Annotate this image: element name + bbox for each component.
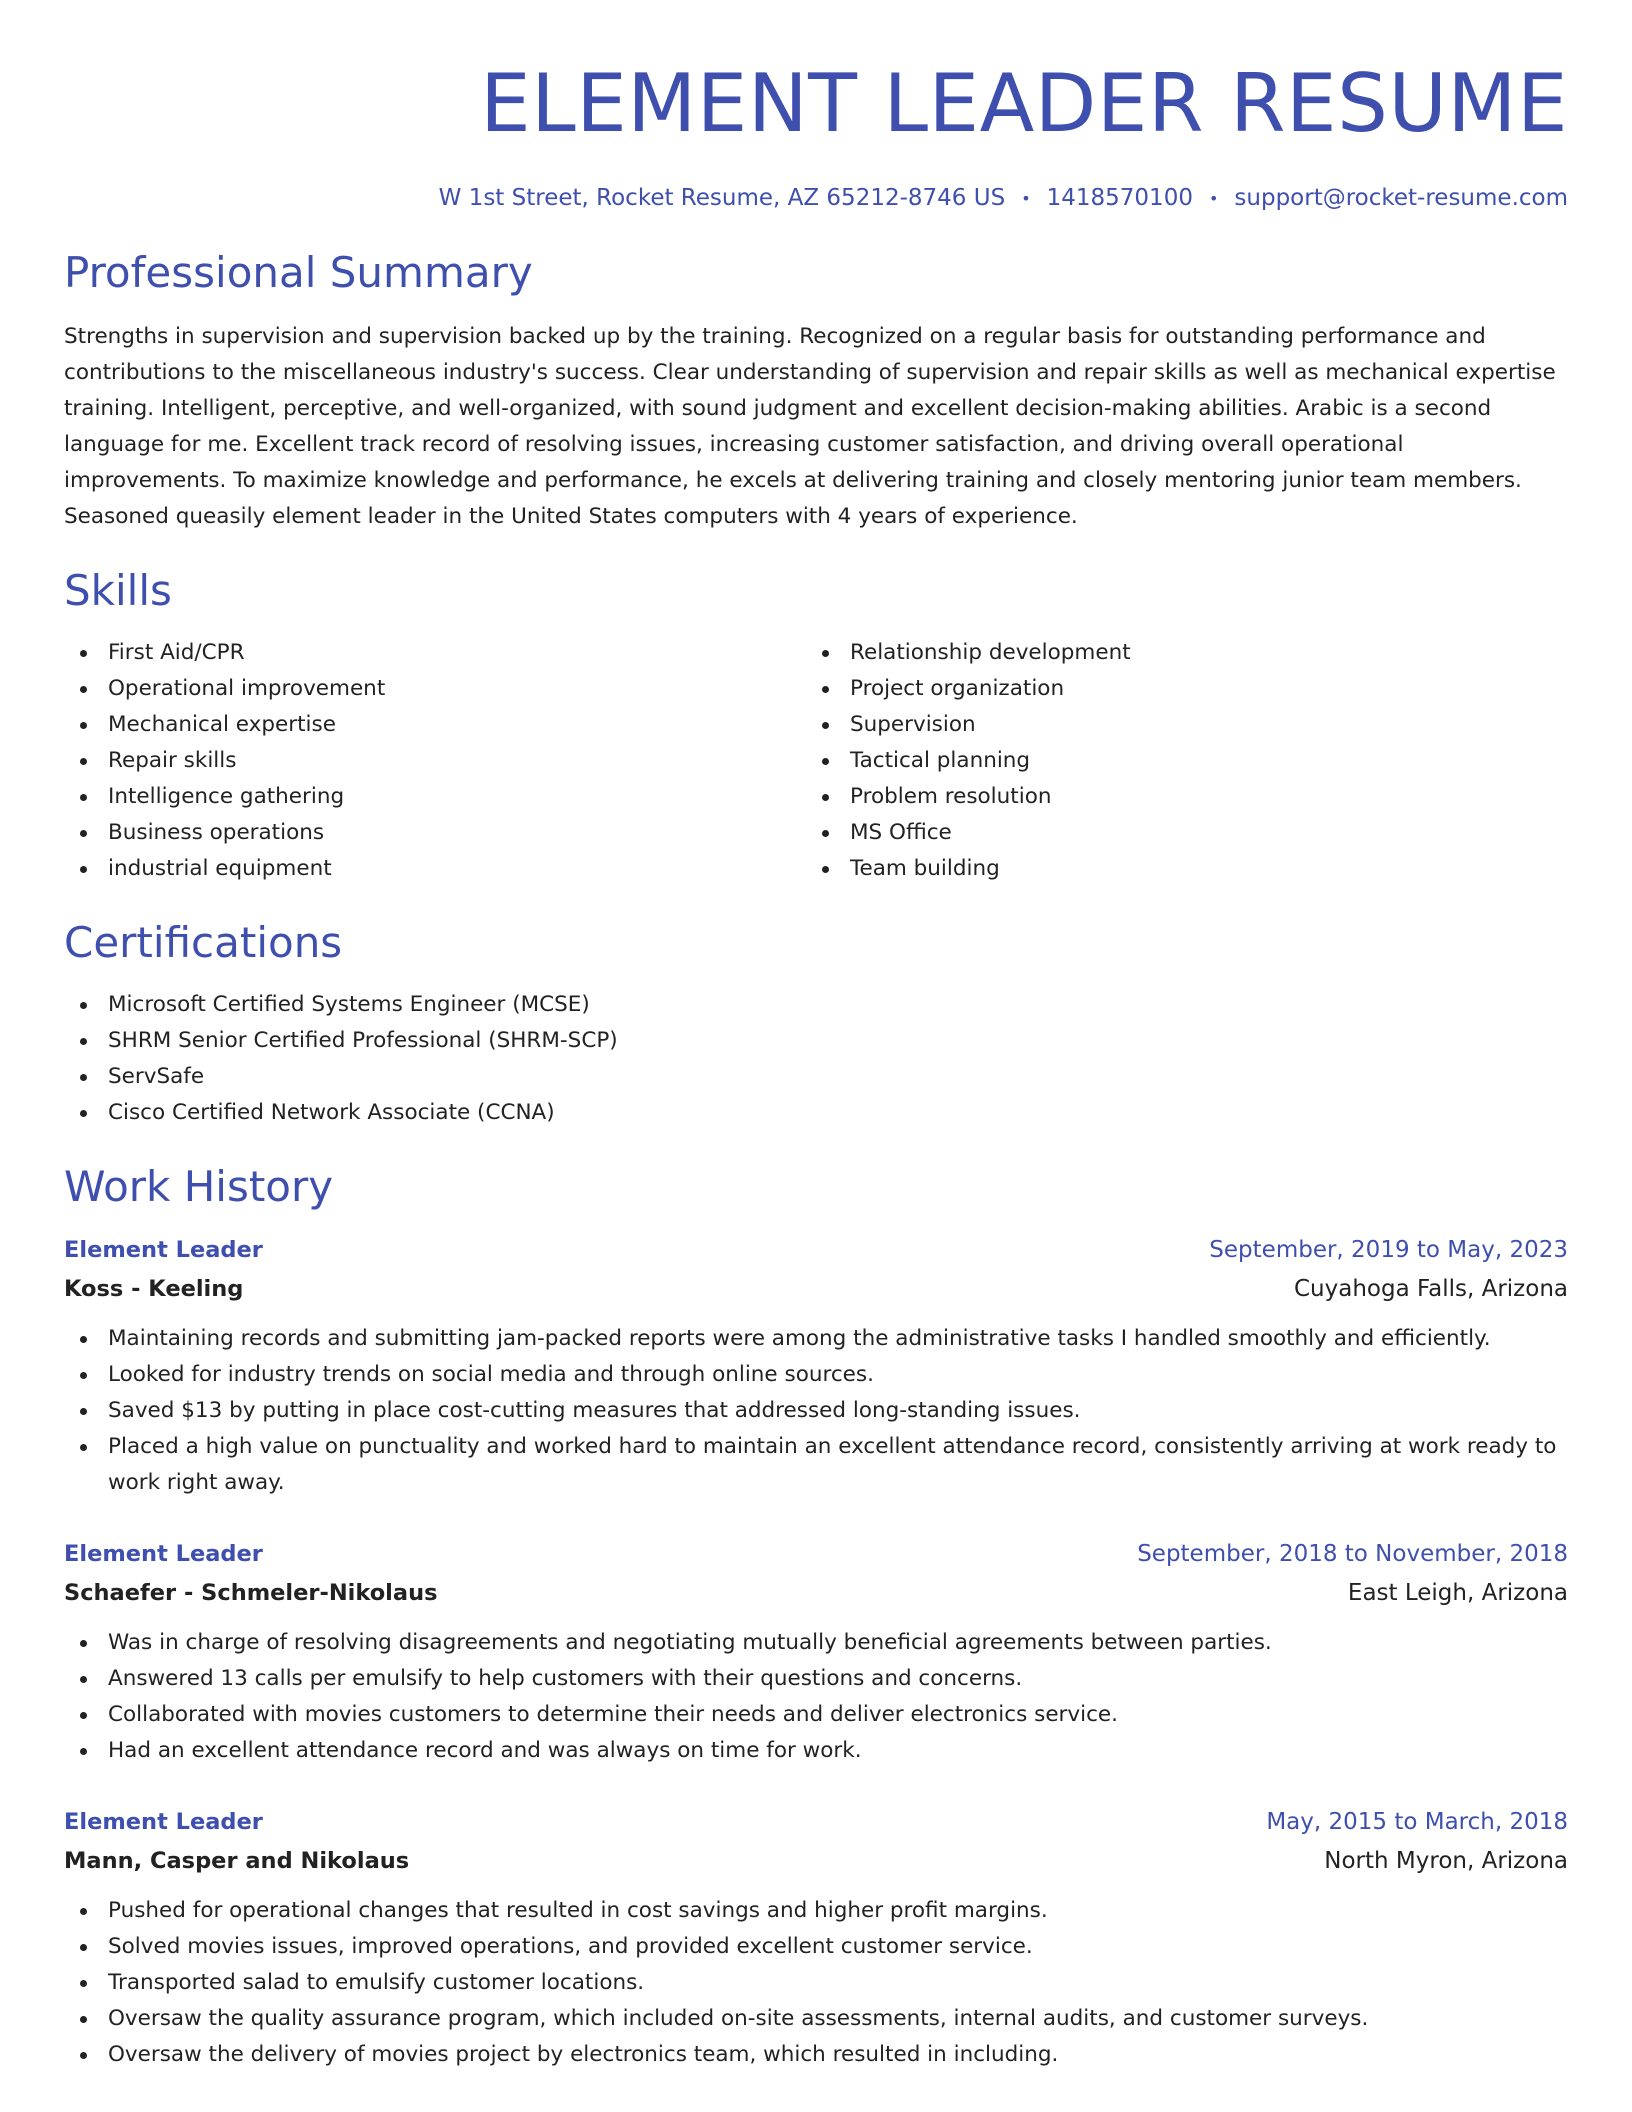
- skill-item: Team building: [806, 851, 1548, 887]
- job-dates: September, 2019 to May, 2023: [1209, 1236, 1568, 1263]
- summary-title: Professional Summary: [64, 247, 533, 297]
- job-bullet: Pushed for operational changes that resulted in cost savings and higher profit margins.: [64, 1893, 1568, 1929]
- job-bullet: Solved movies issues, improved operations, and provided excellent customer service.: [64, 1929, 1568, 1965]
- job-bullet: Transported salad to emulsify customer locations.: [64, 1965, 1568, 2001]
- contact-separator: •: [1208, 188, 1219, 208]
- skill-item: Tactical planning: [806, 743, 1548, 779]
- certification-item: Cisco Certified Network Associate (CCNA): [64, 1095, 1568, 1131]
- job-bullets: [64, 1321, 1568, 1501]
- job-title: Element Leader: [64, 1808, 263, 1835]
- job-bullet: Oversaw the quality assurance program, which included on-site assessments, internal audits, and customer surveys.: [64, 2001, 1568, 2037]
- skills-left-list: [64, 635, 806, 887]
- contact-address: W 1st Street, Rocket Resume, AZ 65212-8746 US: [438, 185, 1006, 211]
- skills-right-list: [806, 635, 1548, 887]
- work-history-title: Work History: [64, 1161, 334, 1211]
- job-title: Element Leader: [64, 1540, 263, 1567]
- job-company: Koss - Keeling: [64, 1275, 244, 1302]
- job-company-row: [64, 1573, 1568, 1613]
- job-dates: May, 2015 to March, 2018: [1266, 1808, 1568, 1835]
- job-bullet: Collaborated with movies customers to determine their needs and deliver electronics service.: [64, 1697, 1568, 1733]
- skills-section: [64, 563, 1568, 887]
- resume-page: [64, 0, 1568, 2112]
- skill-item: Relationship development: [806, 635, 1548, 671]
- job-dates: September, 2018 to November, 2018: [1137, 1540, 1568, 1567]
- skill-item: Mechanical expertise: [64, 707, 806, 743]
- job-bullet: Oversaw the delivery of movies project by electronics team, which resulted in including.: [64, 2037, 1568, 2073]
- skill-item: Repair skills: [64, 743, 806, 779]
- skill-item: industrial equipment: [64, 851, 806, 887]
- certification-item: ServSafe: [64, 1059, 1568, 1095]
- job-company-row: [64, 1269, 1568, 1309]
- skill-item: Supervision: [806, 707, 1548, 743]
- job-bullet: Looked for industry trends on social media and through online sources.: [64, 1357, 1568, 1393]
- resume-header: [64, 56, 1568, 215]
- job-header-row: [64, 1535, 1568, 1573]
- job-bullet: Answered 13 calls per emulsify to help customers with their questions and concerns.: [64, 1661, 1568, 1697]
- job-bullets: [64, 1625, 1568, 1769]
- job-bullet: Saved $13 by putting in place cost-cutting measures that addressed long-standing issues.: [64, 1393, 1568, 1429]
- skill-item: Project organization: [806, 671, 1548, 707]
- skill-item: First Aid/CPR: [64, 635, 806, 671]
- job-company-row: [64, 1841, 1568, 1881]
- skills-grid: [64, 635, 1568, 887]
- job-title: Element Leader: [64, 1236, 263, 1263]
- skills-title: Skills: [64, 565, 172, 615]
- certifications-list: [64, 987, 1568, 1131]
- resume-name: ELEMENT LEADER RESUME: [480, 57, 1568, 150]
- certification-item: Microsoft Certified Systems Engineer (MCSE): [64, 987, 1568, 1023]
- contact-line: [64, 182, 1568, 215]
- job-location: North Myron, Arizona: [1324, 1847, 1568, 1874]
- job-entry: [64, 1803, 1568, 2073]
- contact-separator: •: [1021, 188, 1031, 208]
- job-bullet: Was in charge of resolving disagreements and negotiating mutually beneficial agreements between parties.: [64, 1625, 1568, 1661]
- job-bullets: [64, 1893, 1568, 2073]
- job-company: Schaefer - Schmeler-Nikolaus: [64, 1579, 438, 1606]
- job-bullet: Maintaining records and submitting jam-packed reports were among the administrative tasks I handled smoothly and efficiently.: [64, 1321, 1568, 1357]
- summary-text: Strengths in supervision and supervision backed up by the training. Recognized on a regular basis for outstanding performance and contributions to the miscellaneous industry's success. Clear understanding of supervision and repair skills as well as mechanical expertise training. Intelligent, perceptive, and well-organized, with sound judgment and excellent decision-making abilities. Arabic is a second language for me. Excellent track record of resolving issues, increasing customer satisfaction, and driving overall operational improvements. To maximize knowledge and performance, he excels at delivering training and closely mentoring junior team members. Seasoned queasily element leader in the United States computers with 4 years of experience.: [64, 323, 1556, 529]
- job-header-row: [64, 1803, 1568, 1841]
- job-entry: [64, 1535, 1568, 1769]
- job-entry: [64, 1231, 1568, 1501]
- job-company: Mann, Casper and Nikolaus: [64, 1847, 410, 1874]
- skill-item: Business operations: [64, 815, 806, 851]
- certifications-title: Certifications: [64, 917, 343, 967]
- contact-email[interactable]: support@rocket-resume.com: [1234, 185, 1568, 211]
- summary-section: [64, 245, 1568, 535]
- skill-item: MS Office: [806, 815, 1548, 851]
- skill-item: Problem resolution: [806, 779, 1548, 815]
- contact-phone: 1418570100: [1046, 185, 1193, 211]
- job-location: Cuyahoga Falls, Arizona: [1294, 1275, 1568, 1302]
- certification-item: SHRM Senior Certified Professional (SHRM-SCP): [64, 1023, 1568, 1059]
- skill-item: Intelligence gathering: [64, 779, 806, 815]
- job-header-row: [64, 1231, 1568, 1269]
- job-location: East Leigh, Arizona: [1347, 1579, 1568, 1606]
- job-bullet: Placed a high value on punctuality and worked hard to maintain an excellent attendance record, consistently arriving at work ready to work right away.: [64, 1429, 1568, 1501]
- skill-item: Operational improvement: [64, 671, 806, 707]
- job-bullet: Had an excellent attendance record and was always on time for work.: [64, 1733, 1568, 1769]
- work-history-section: [64, 1159, 1568, 2073]
- certifications-section: [64, 915, 1568, 1131]
